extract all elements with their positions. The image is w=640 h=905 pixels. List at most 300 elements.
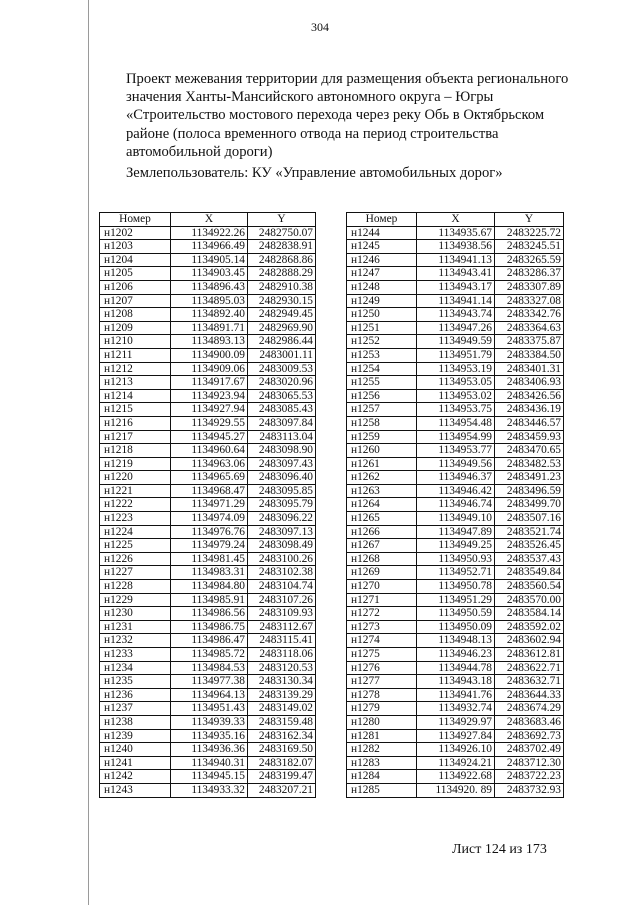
table-row — [100, 539, 316, 553]
cell-x: 1134920. 89 — [417, 783, 495, 797]
cell-y: 2483702.49 — [495, 743, 564, 757]
cell-number: н1217 — [100, 430, 171, 444]
cell-y: 2483436.19 — [495, 403, 564, 417]
cell-x: 1134909.06 — [171, 362, 248, 376]
cell-x: 1134981.45 — [171, 552, 248, 566]
table-row — [100, 484, 316, 498]
cell-number: н1210 — [100, 335, 171, 349]
table-row — [100, 512, 316, 526]
cell-number: н1219 — [100, 457, 171, 471]
table-header-row — [347, 213, 564, 227]
cell-number: н1224 — [100, 525, 171, 539]
table-row — [100, 593, 316, 607]
table-row — [100, 430, 316, 444]
table-row — [100, 675, 316, 689]
coordinates-table-left — [99, 212, 316, 798]
scan-edge-line — [88, 0, 89, 905]
cell-y: 2483097.43 — [248, 457, 316, 471]
cell-y: 2483149.02 — [248, 702, 316, 716]
cell-number: н1233 — [100, 648, 171, 662]
cell-y: 2483130.34 — [248, 675, 316, 689]
cell-x: 1134947.26 — [417, 321, 495, 335]
cell-y: 2483098.90 — [248, 444, 316, 458]
table-row — [100, 702, 316, 716]
table-row — [100, 729, 316, 743]
cell-y: 2483712.30 — [495, 756, 564, 770]
cell-number: н1277 — [347, 675, 417, 689]
table-row — [347, 539, 564, 553]
cell-y: 2483491.23 — [495, 471, 564, 485]
cell-x: 1134935.67 — [417, 226, 495, 240]
cell-x: 1134896.43 — [171, 280, 248, 294]
cell-x: 1134968.47 — [171, 484, 248, 498]
title-line: значения Ханты-Мансийского автономного округа – Югры — [126, 89, 494, 106]
cell-x: 1134953.19 — [417, 362, 495, 376]
cell-number: н1252 — [347, 335, 417, 349]
table-row — [347, 376, 564, 390]
cell-x: 1134985.72 — [171, 648, 248, 662]
cell-y: 2483549.84 — [495, 566, 564, 580]
table-row — [100, 267, 316, 281]
table-row — [100, 471, 316, 485]
cell-x: 1134935.16 — [171, 729, 248, 743]
cell-x: 1134922.68 — [417, 770, 495, 784]
table-row — [347, 743, 564, 757]
table-row — [347, 498, 564, 512]
cell-number: н1276 — [347, 661, 417, 675]
cell-x: 1134927.94 — [171, 403, 248, 417]
table-row — [100, 688, 316, 702]
cell-x: 1134947.89 — [417, 525, 495, 539]
table-row — [347, 756, 564, 770]
table-row — [347, 715, 564, 729]
table-row — [100, 770, 316, 784]
header-y: Y — [248, 213, 316, 227]
cell-y: 2482930.15 — [248, 294, 316, 308]
table-row — [100, 607, 316, 621]
cell-number: н1232 — [100, 634, 171, 648]
table-body-left — [100, 226, 316, 797]
cell-y: 2483096.22 — [248, 512, 316, 526]
table-row — [347, 620, 564, 634]
cell-number: н1253 — [347, 348, 417, 362]
cell-y: 2483602.94 — [495, 634, 564, 648]
cell-x: 1134891.71 — [171, 321, 248, 335]
cell-x: 1134945.27 — [171, 430, 248, 444]
cell-number: н1284 — [347, 770, 417, 784]
table-row — [347, 471, 564, 485]
cell-number: н1245 — [347, 240, 417, 254]
table-row — [100, 444, 316, 458]
cell-number: н1229 — [100, 593, 171, 607]
cell-number: н1236 — [100, 688, 171, 702]
cell-x: 1134922.26 — [171, 226, 248, 240]
table-row — [100, 226, 316, 240]
cell-x: 1134903.45 — [171, 267, 248, 281]
cell-y: 2483169.50 — [248, 743, 316, 757]
cell-number: н1246 — [347, 253, 417, 267]
cell-x: 1134960.64 — [171, 444, 248, 458]
cell-x: 1134976.76 — [171, 525, 248, 539]
table-row — [100, 362, 316, 376]
cell-x: 1134940.31 — [171, 756, 248, 770]
cell-number: н1274 — [347, 634, 417, 648]
cell-x: 1134977.38 — [171, 675, 248, 689]
cell-y: 2483375.87 — [495, 335, 564, 349]
cell-number: н1235 — [100, 675, 171, 689]
cell-x: 1134905.14 — [171, 253, 248, 267]
table-row — [100, 335, 316, 349]
cell-x: 1134951.29 — [417, 593, 495, 607]
table-row — [100, 756, 316, 770]
cell-number: н1214 — [100, 389, 171, 403]
cell-x: 1134963.06 — [171, 457, 248, 471]
cell-number: н1258 — [347, 416, 417, 430]
table-row — [100, 389, 316, 403]
cell-number: н1257 — [347, 403, 417, 417]
title-line: районе (полоса временного отвода на период строительства — [126, 125, 499, 142]
table-row — [347, 580, 564, 594]
cell-y: 2483327.08 — [495, 294, 564, 308]
table-row — [347, 783, 564, 797]
cell-y: 2483113.04 — [248, 430, 316, 444]
cell-x: 1134952.71 — [417, 566, 495, 580]
cell-number: н1237 — [100, 702, 171, 716]
table-row — [347, 403, 564, 417]
cell-y: 2483020.96 — [248, 376, 316, 390]
cell-y: 2483245.51 — [495, 240, 564, 254]
cell-number: н1218 — [100, 444, 171, 458]
table-row — [347, 702, 564, 716]
table-row — [100, 294, 316, 308]
cell-number: н1278 — [347, 688, 417, 702]
table-row — [347, 648, 564, 662]
cell-y: 2483118.06 — [248, 648, 316, 662]
cell-y: 2483139.29 — [248, 688, 316, 702]
table-row — [347, 253, 564, 267]
cell-number: н1248 — [347, 280, 417, 294]
cell-x: 1134929.55 — [171, 416, 248, 430]
cell-y: 2483732.93 — [495, 783, 564, 797]
cell-y: 2482838.91 — [248, 240, 316, 254]
cell-number: н1216 — [100, 416, 171, 430]
cell-y: 2482888.29 — [248, 267, 316, 281]
cell-y: 2483109.93 — [248, 607, 316, 621]
table-row — [100, 552, 316, 566]
document-title — [126, 70, 596, 182]
cell-x: 1134949.25 — [417, 539, 495, 553]
cell-x: 1134984.80 — [171, 580, 248, 594]
cell-number: н1230 — [100, 607, 171, 621]
table-row — [100, 403, 316, 417]
cell-number: н1203 — [100, 240, 171, 254]
cell-y: 2483009.53 — [248, 362, 316, 376]
table-row — [100, 580, 316, 594]
table-row — [347, 729, 564, 743]
cell-y: 2483120.53 — [248, 661, 316, 675]
cell-number: н1231 — [100, 620, 171, 634]
table-row — [100, 498, 316, 512]
cell-x: 1134954.48 — [417, 416, 495, 430]
table-row — [347, 566, 564, 580]
cell-x: 1134927.84 — [417, 729, 495, 743]
cell-number: н1264 — [347, 498, 417, 512]
cell-number: н1239 — [100, 729, 171, 743]
cell-x: 1134936.36 — [171, 743, 248, 757]
table-row — [347, 348, 564, 362]
cell-x: 1134953.05 — [417, 376, 495, 390]
cell-x: 1134974.09 — [171, 512, 248, 526]
cell-number: н1226 — [100, 552, 171, 566]
cell-y: 2483098.49 — [248, 539, 316, 553]
table-row — [347, 267, 564, 281]
cell-number: н1280 — [347, 715, 417, 729]
cell-number: н1241 — [100, 756, 171, 770]
cell-number: н1285 — [347, 783, 417, 797]
cell-number: н1209 — [100, 321, 171, 335]
cell-x: 1134938.56 — [417, 240, 495, 254]
cell-y: 2483632.71 — [495, 675, 564, 689]
cell-number: н1244 — [347, 226, 417, 240]
cell-number: н1271 — [347, 593, 417, 607]
table-row — [347, 675, 564, 689]
cell-y: 2483674.29 — [495, 702, 564, 716]
cell-number: н1270 — [347, 580, 417, 594]
cell-x: 1134945.15 — [171, 770, 248, 784]
cell-x: 1134948.13 — [417, 634, 495, 648]
cell-x: 1134949.10 — [417, 512, 495, 526]
cell-number: н1281 — [347, 729, 417, 743]
cell-x: 1134946.37 — [417, 471, 495, 485]
table-row — [347, 634, 564, 648]
table-row — [347, 362, 564, 376]
cell-number: н1207 — [100, 294, 171, 308]
cell-x: 1134900.09 — [171, 348, 248, 362]
cell-x: 1134983.31 — [171, 566, 248, 580]
cell-y: 2483446.57 — [495, 416, 564, 430]
cell-number: н1266 — [347, 525, 417, 539]
page-number: 304 — [311, 20, 329, 34]
cell-y: 2483570.00 — [495, 593, 564, 607]
cell-y: 2483107.26 — [248, 593, 316, 607]
table-row — [347, 484, 564, 498]
cell-y: 2483482.53 — [495, 457, 564, 471]
table-row — [347, 552, 564, 566]
table-row — [347, 512, 564, 526]
title-line: автомобильной дороги) — [126, 143, 273, 160]
cell-y: 2483499.70 — [495, 498, 564, 512]
cell-number: н1240 — [100, 743, 171, 757]
table-body-right — [347, 226, 564, 797]
table-row — [100, 253, 316, 267]
cell-number: н1263 — [347, 484, 417, 498]
table-row — [100, 308, 316, 322]
cell-x: 1134892.40 — [171, 308, 248, 322]
cell-number: н1260 — [347, 444, 417, 458]
cell-x: 1134923.94 — [171, 389, 248, 403]
cell-y: 2483584.14 — [495, 607, 564, 621]
cell-x: 1134986.56 — [171, 607, 248, 621]
cell-number: н1227 — [100, 566, 171, 580]
cell-number: н1205 — [100, 267, 171, 281]
table-row — [347, 661, 564, 675]
cell-x: 1134951.79 — [417, 348, 495, 362]
cell-number: н1225 — [100, 539, 171, 553]
cell-y: 2483001.11 — [248, 348, 316, 362]
cell-y: 2483592.02 — [495, 620, 564, 634]
cell-x: 1134954.99 — [417, 430, 495, 444]
cell-x: 1134985.91 — [171, 593, 248, 607]
table-row — [100, 715, 316, 729]
cell-number: н1268 — [347, 552, 417, 566]
cell-number: н1250 — [347, 308, 417, 322]
cell-y: 2483065.53 — [248, 389, 316, 403]
cell-y: 2483459.93 — [495, 430, 564, 444]
cell-x: 1134950.09 — [417, 620, 495, 634]
cell-number: н1213 — [100, 376, 171, 390]
cell-number: н1261 — [347, 457, 417, 471]
cell-number: н1249 — [347, 294, 417, 308]
table-row — [100, 566, 316, 580]
cell-y: 2483364.63 — [495, 321, 564, 335]
cell-y: 2483104.74 — [248, 580, 316, 594]
cell-number: н1265 — [347, 512, 417, 526]
table-row — [100, 783, 316, 797]
cell-y: 2483526.45 — [495, 539, 564, 553]
cell-y: 2483095.79 — [248, 498, 316, 512]
cell-x: 1134966.49 — [171, 240, 248, 254]
cell-number: н1202 — [100, 226, 171, 240]
cell-x: 1134964.13 — [171, 688, 248, 702]
cell-y: 2483521.74 — [495, 525, 564, 539]
cell-y: 2482949.45 — [248, 308, 316, 322]
cell-number: н1254 — [347, 362, 417, 376]
cell-number: н1234 — [100, 661, 171, 675]
cell-x: 1134946.74 — [417, 498, 495, 512]
cell-number: н1212 — [100, 362, 171, 376]
table-row — [100, 240, 316, 254]
cell-y: 2483470.65 — [495, 444, 564, 458]
cell-y: 2483100.26 — [248, 552, 316, 566]
cell-number: н1206 — [100, 280, 171, 294]
cell-x: 1134971.29 — [171, 498, 248, 512]
cell-number: н1267 — [347, 539, 417, 553]
cell-x: 1134950.93 — [417, 552, 495, 566]
cell-y: 2483537.43 — [495, 552, 564, 566]
cell-number: н1247 — [347, 267, 417, 281]
cell-x: 1134932.74 — [417, 702, 495, 716]
cell-number: н1282 — [347, 743, 417, 757]
cell-x: 1134965.69 — [171, 471, 248, 485]
cell-y: 2483612.81 — [495, 648, 564, 662]
cell-x: 1134926.10 — [417, 743, 495, 757]
cell-number: н1243 — [100, 783, 171, 797]
cell-number: н1228 — [100, 580, 171, 594]
cell-x: 1134933.32 — [171, 783, 248, 797]
cell-y: 2483097.84 — [248, 416, 316, 430]
cell-y: 2483112.67 — [248, 620, 316, 634]
table-row — [100, 634, 316, 648]
title-line: Проект межевания территории для размещения объекта регионального — [126, 71, 569, 87]
table-row — [347, 457, 564, 471]
cell-x: 1134950.59 — [417, 607, 495, 621]
cell-number: н1259 — [347, 430, 417, 444]
table-header-row — [100, 213, 316, 227]
cell-x: 1134893.13 — [171, 335, 248, 349]
cell-x: 1134953.77 — [417, 444, 495, 458]
cell-number: н1255 — [347, 376, 417, 390]
table-row — [347, 688, 564, 702]
cell-number: н1256 — [347, 389, 417, 403]
table-row — [100, 743, 316, 757]
header-x: X — [171, 213, 248, 227]
table-row — [347, 770, 564, 784]
table-row — [100, 661, 316, 675]
cell-y: 2483162.34 — [248, 729, 316, 743]
table-row — [100, 525, 316, 539]
table-row — [100, 648, 316, 662]
table-row — [347, 335, 564, 349]
cell-number: н1238 — [100, 715, 171, 729]
cell-x: 1134895.03 — [171, 294, 248, 308]
cell-number: н1221 — [100, 484, 171, 498]
cell-y: 2482986.44 — [248, 335, 316, 349]
table-row — [100, 376, 316, 390]
table-row — [100, 457, 316, 471]
cell-x: 1134984.53 — [171, 661, 248, 675]
land-user-line: Землепользователь: КУ «Управление автомобильных дорог» — [126, 165, 503, 182]
table-row — [347, 240, 564, 254]
cell-number: н1222 — [100, 498, 171, 512]
cell-y: 2483560.54 — [495, 580, 564, 594]
cell-y: 2483095.85 — [248, 484, 316, 498]
table-row — [347, 321, 564, 335]
cell-y: 2483406.93 — [495, 376, 564, 390]
cell-number: н1242 — [100, 770, 171, 784]
table-row — [347, 416, 564, 430]
cell-x: 1134941.13 — [417, 253, 495, 267]
table-row — [100, 348, 316, 362]
cell-y: 2483159.48 — [248, 715, 316, 729]
cell-x: 1134950.78 — [417, 580, 495, 594]
coordinates-table-right — [346, 212, 564, 798]
cell-number: н1275 — [347, 648, 417, 662]
cell-x: 1134949.59 — [417, 335, 495, 349]
cell-x: 1134951.43 — [171, 702, 248, 716]
cell-x: 1134943.74 — [417, 308, 495, 322]
cell-y: 2483102.38 — [248, 566, 316, 580]
cell-number: н1223 — [100, 512, 171, 526]
cell-number: н1211 — [100, 348, 171, 362]
cell-y: 2483644.33 — [495, 688, 564, 702]
cell-y: 2483496.59 — [495, 484, 564, 498]
cell-x: 1134943.17 — [417, 280, 495, 294]
cell-y: 2483426.56 — [495, 389, 564, 403]
cell-y: 2482910.38 — [248, 280, 316, 294]
table-row — [100, 620, 316, 634]
cell-y: 2483342.76 — [495, 308, 564, 322]
cell-x: 1134986.75 — [171, 620, 248, 634]
table-row — [347, 226, 564, 240]
cell-y: 2483507.16 — [495, 512, 564, 526]
cell-number: н1251 — [347, 321, 417, 335]
cell-y: 2483401.31 — [495, 362, 564, 376]
header-number: Номер — [100, 213, 171, 227]
cell-y: 2483384.50 — [495, 348, 564, 362]
cell-y: 2483085.43 — [248, 403, 316, 417]
table-row — [347, 280, 564, 294]
table-row — [100, 321, 316, 335]
